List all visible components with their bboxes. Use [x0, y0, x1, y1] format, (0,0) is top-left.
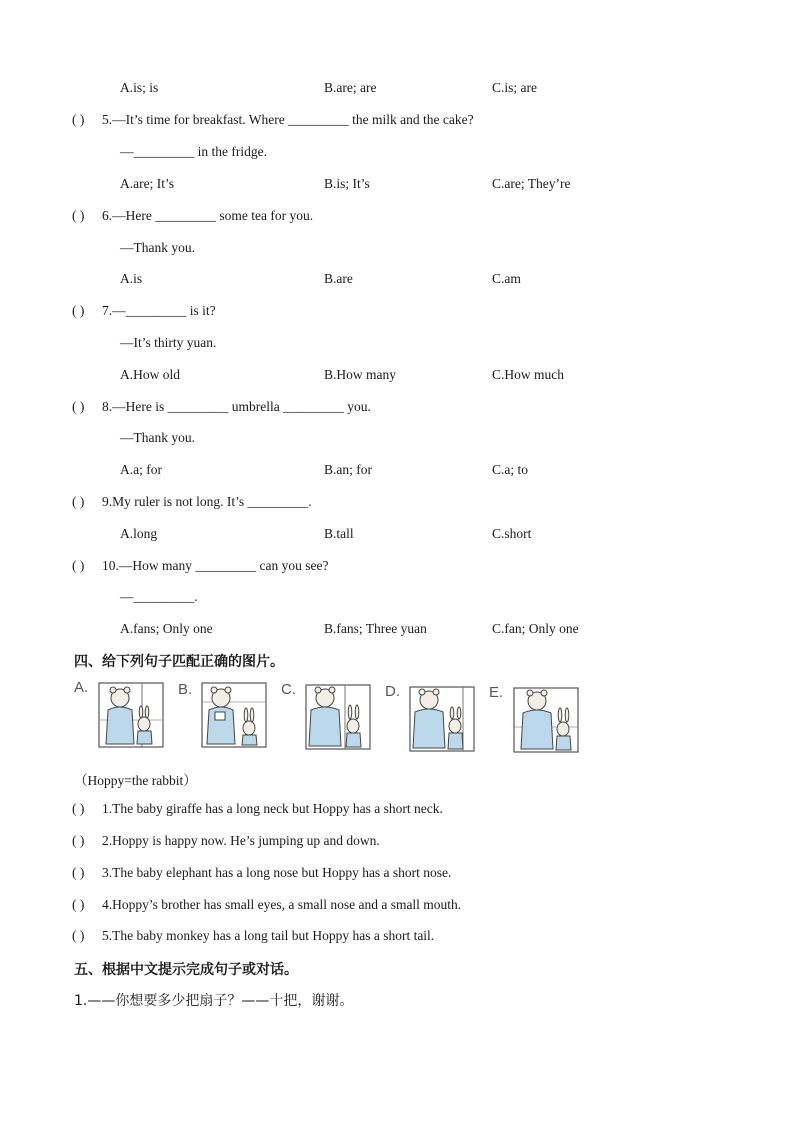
q10-option-b: B.fans; Three yuan [324, 621, 427, 636]
q6-option-a: A.is [120, 271, 143, 286]
picture-label-a: A. [74, 679, 89, 696]
q6-option-c: C.am [492, 271, 521, 286]
q5-option-b: B.is; It’s [324, 176, 370, 191]
hoppy-note: （Hoppy=the rabbit） [74, 773, 197, 788]
q8-prompt: 8.—Here is _________ umbrella _________ you. [102, 399, 371, 414]
picture-label-e: E. [489, 684, 504, 701]
picture-b-bear-and-rabbit-illustration [201, 682, 267, 748]
s4-item5-text: 5.The baby monkey has a long tail but Hoppy has a short tail. [102, 928, 435, 943]
q10-option-c: C.fan; Only one [492, 621, 579, 636]
q9-prompt: 9.My ruler is not long. It’s _________. [102, 494, 312, 509]
q4-option-a: A.is; is [120, 80, 159, 95]
s4-item4-text: 4.Hoppy’s brother has small eyes, a small nose and a small mouth. [102, 897, 462, 912]
q6-prompt: 6.—Here _________ some tea for you. [102, 208, 314, 223]
q8-option-b: B.an; for [324, 462, 372, 477]
q7-reply: —It’s thirty yuan. [120, 335, 217, 350]
q6-answer-blank[interactable]: ( ) [72, 208, 85, 223]
q6-option-b: B.are [324, 271, 353, 286]
q9-option-b: B.tall [324, 526, 354, 541]
section-4-heading: 四、给下列句子匹配正确的图片。 [74, 654, 284, 670]
q8-option-c: C.a; to [492, 462, 528, 477]
s4-item1-text: 1.The baby giraffe has a long neck but Hoppy has a short neck. [102, 801, 443, 816]
picture-label-d: D. [385, 683, 400, 700]
q5-reply: —_________ in the fridge. [120, 144, 267, 159]
q10-answer-blank[interactable]: ( ) [72, 558, 85, 573]
picture-a-bear-and-rabbit-illustration [98, 682, 164, 748]
q10-reply: —_________. [120, 589, 198, 604]
q4-option-c: C.is; are [492, 80, 537, 95]
q7-answer-blank[interactable]: ( ) [72, 303, 85, 318]
q6-reply: —Thank you. [120, 240, 195, 255]
s4-item2-text: 2.Hoppy is happy now. He’s jumping up and down. [102, 833, 380, 848]
picture-d-bear-and-rabbit-illustration [409, 686, 475, 752]
s4-item3-text: 3.The baby elephant has a long nose but Hoppy has a short nose. [102, 865, 452, 880]
q8-option-a: A.a; for [120, 462, 162, 477]
q7-option-c: C.How much [492, 367, 564, 382]
q9-option-a: A.long [120, 526, 158, 541]
q7-option-b: B.How many [324, 367, 396, 382]
q4-option-b: B.are; are [324, 80, 377, 95]
q7-option-a: A.How old [120, 367, 180, 382]
q10-option-a: A.fans; Only one [120, 621, 213, 636]
q5-prompt: 5.—It’s time for breakfast. Where _________ the milk and the cake? [102, 112, 474, 127]
q9-answer-blank[interactable]: ( ) [72, 494, 85, 509]
picture-c-bear-and-rabbit-illustration [305, 684, 371, 750]
q7-prompt: 7.—_________ is it? [102, 303, 216, 318]
q9-option-c: C.short [492, 526, 532, 541]
picture-label-b: B. [178, 681, 193, 698]
s4-item5-answer-blank[interactable]: ( ) [72, 928, 85, 943]
s5-item1-text: 1.——你想要多少把扇子？——十把，谢谢。 [74, 993, 354, 1009]
q5-option-a: A.are; It’s [120, 176, 174, 191]
q5-option-c: C.are; They’re [492, 176, 571, 191]
q5-answer-blank[interactable]: ( ) [72, 112, 85, 127]
s4-item2-answer-blank[interactable]: ( ) [72, 833, 85, 848]
picture-e-bear-and-rabbit-illustration [513, 687, 579, 753]
s4-item3-answer-blank[interactable]: ( ) [72, 865, 85, 880]
s4-item1-answer-blank[interactable]: ( ) [72, 801, 85, 816]
q8-reply: —Thank you. [120, 430, 195, 445]
q8-answer-blank[interactable]: ( ) [72, 399, 85, 414]
s4-item4-answer-blank[interactable]: ( ) [72, 897, 85, 912]
q10-prompt: 10.—How many _________ can you see? [102, 558, 329, 573]
section-5-heading: 五、根据中文提示完成句子或对话。 [74, 962, 298, 978]
picture-label-c: C. [281, 681, 296, 698]
